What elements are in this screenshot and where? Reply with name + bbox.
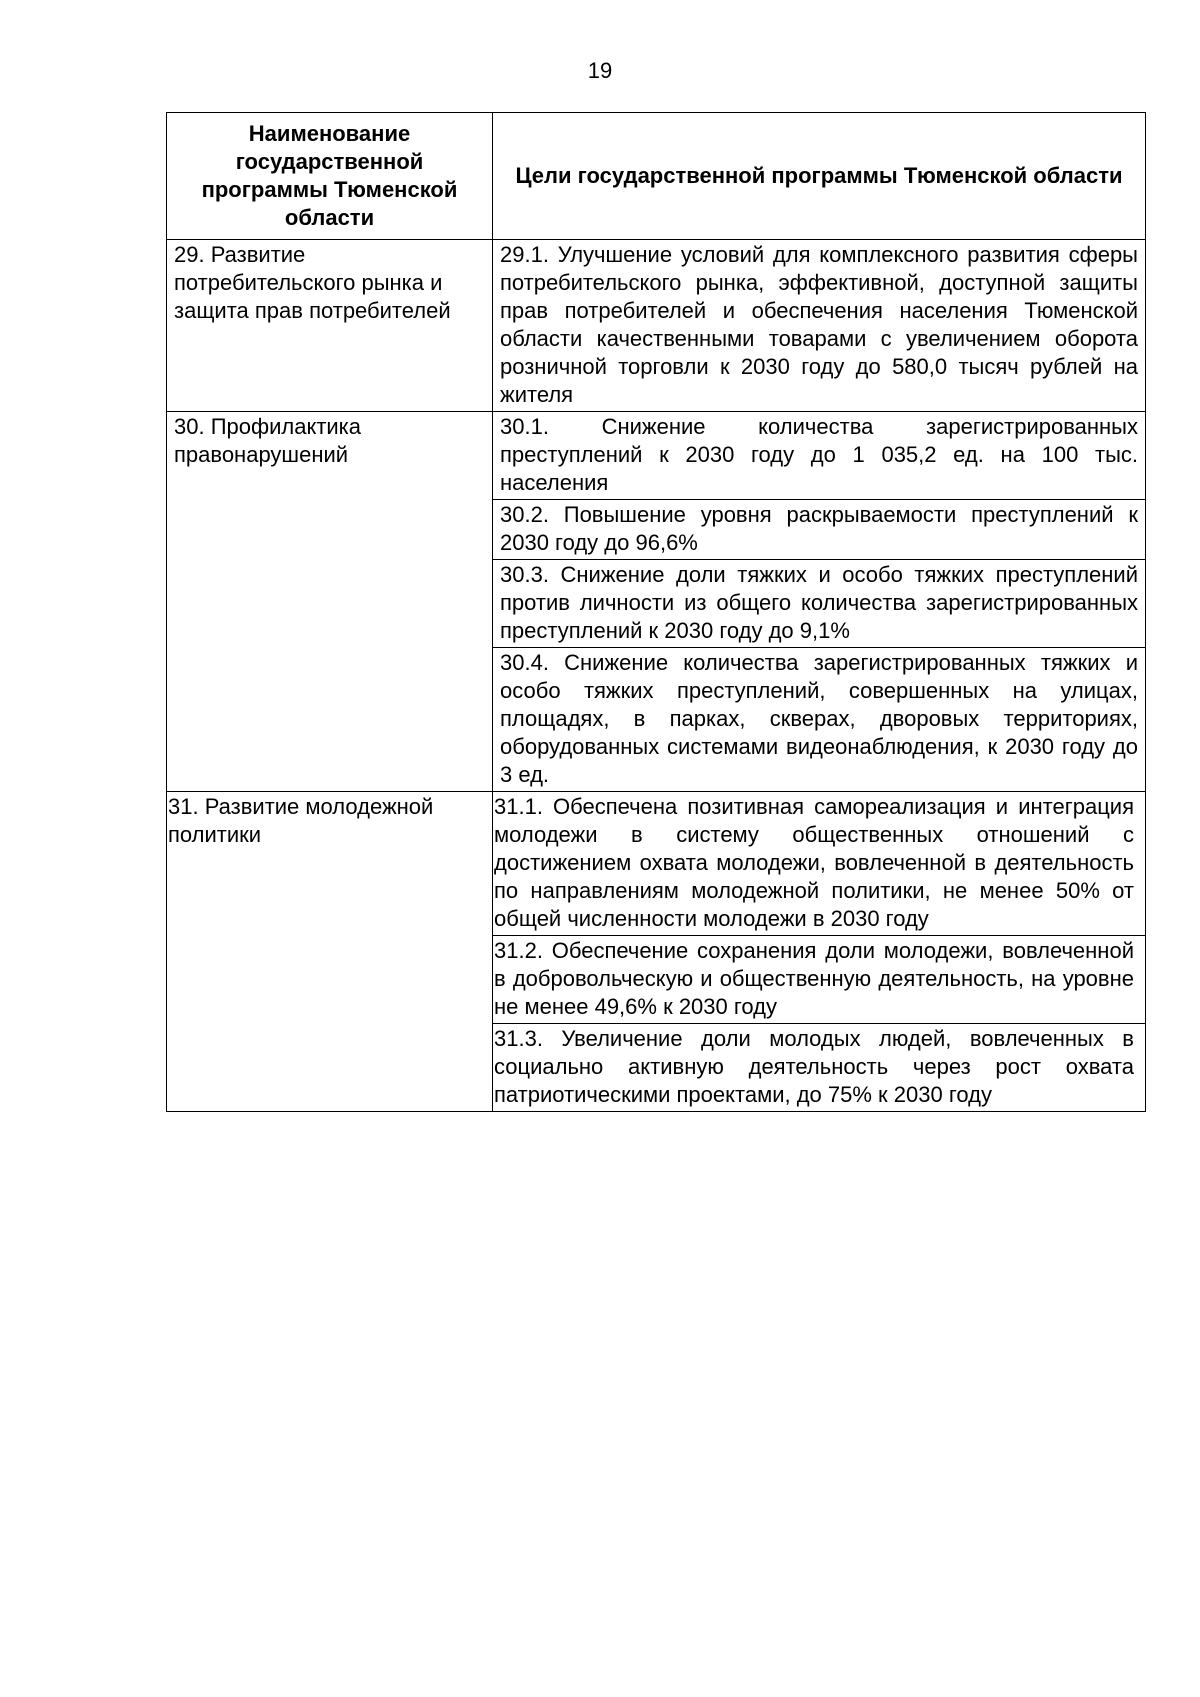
goal-cell: 31.1. Обеспечена позитивная самореализация и интеграция молодежи в систему общественных отношений с достижением охвата молодежи, вовлеченной в деятельность по направлениям молодежной политики, не менее 50% от общей численности молодежи в 2030 году xyxy=(493,792,1146,936)
programs-goals-table xyxy=(166,112,1146,1112)
table-row xyxy=(167,792,1146,936)
goal-cell: 29.1. Улучшение условий для комплексного развития сферы потребительского рынка, эффективной, доступной защиты прав потребителей и обеспечения населения Тюменской области качественными товарами с увеличением оборота розничной торговли к 2030 году до 580,0 тысяч рублей на жителя xyxy=(493,240,1146,412)
table-header-row xyxy=(167,113,1146,240)
page-number: 19 xyxy=(587,58,613,83)
program-name-cell: 30. Профилактика правонарушений xyxy=(167,412,493,792)
program-name-cell: 29. Развитие потребительского рынка и защита прав потребителей xyxy=(167,240,493,412)
table-row xyxy=(167,240,1146,412)
table-row xyxy=(167,412,1146,500)
header-program-goals: Цели государственной программы Тюменской области xyxy=(493,113,1146,240)
goal-cell: 30.4. Снижение количества зарегистрированных тяжких и особо тяжких преступлений, совершенных на улицах, площадях, в парках, скверах, дворовых территориях, оборудованных системами видеонаблюдения, к 2030 году до 3 ед. xyxy=(493,648,1146,792)
goal-cell: 30.1. Снижение количества зарегистрированных преступлений к 2030 году до 1 035,2 ед. на 100 тыс. населения xyxy=(493,412,1146,500)
goal-cell: 30.2. Повышение уровня раскрываемости преступлений к 2030 году до 96,6% xyxy=(493,500,1146,560)
goal-cell: 31.3. Увеличение доли молодых людей, вовлеченных в социально активную деятельность через рост охвата патриотическими проектами, до 75% к 2030 году xyxy=(493,1024,1146,1112)
header-program-name: Наименование государственной программы Тюменской области xyxy=(167,113,493,240)
goal-cell: 30.3. Снижение доли тяжких и особо тяжких преступлений против личности из общего количества зарегистрированных преступлений к 2030 году до 9,1% xyxy=(493,560,1146,648)
goal-cell: 31.2. Обеспечение сохранения доли молодежи, вовлеченной в добровольческую и общественную деятельность, на уровне не менее 49,6% к 2030 году xyxy=(493,936,1146,1024)
program-name-cell: 31. Развитие молодежной политики xyxy=(167,792,493,1112)
